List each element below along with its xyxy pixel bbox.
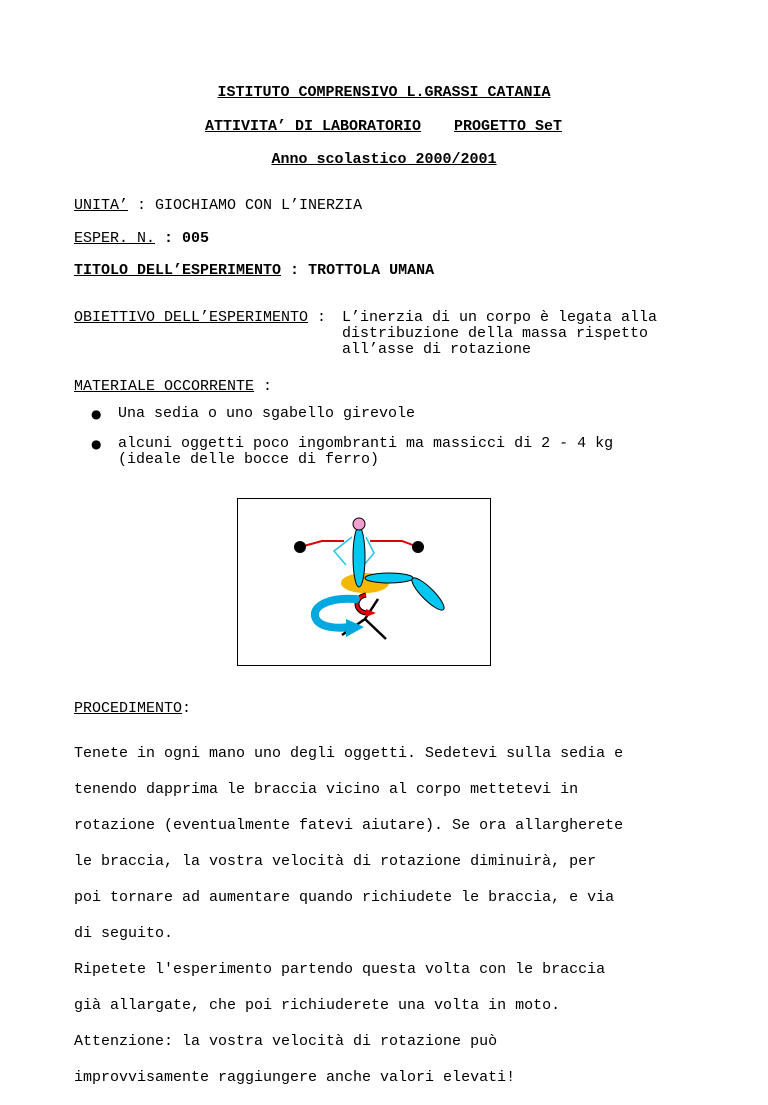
esper-label: ESPER. N. [74,230,156,247]
procedure-line: già allargate, che poi richiuderete una volta in moto. [74,997,561,1014]
school-year: Anno scolastico 2000/2001 [271,151,497,168]
material-item-1: Una sedia o uno sgabello girevole [118,405,416,422]
procedure-line: improvvisamente raggiungere anche valori elevati! [74,1069,516,1086]
bullet-icon: ● [91,437,102,451]
unit-label: UNITA’ [74,197,129,214]
left-arm [300,541,344,547]
procedure-line: Tenete in ogni mano uno degli oggetti. Sedetevi sulla sedia e [74,745,624,762]
procedure-line: poi tornare ad aumentare quando richiudete le braccia, e via [74,889,615,906]
objective-row [74,309,335,326]
procedure-separator: : [182,700,192,717]
thigh [365,573,413,583]
material-item-2-line-1: alcuni oggetti poco ingombranti ma massicci di 2 - 4 kg [118,435,614,452]
procedure-line: di seguito. [74,925,174,942]
lower-leg [408,574,448,614]
procedure-line: rotazione (eventualmente fatevi aiutare). Se ora allargherete [74,817,624,834]
head [353,518,365,530]
materials-separator: : [254,378,273,395]
objective-label: OBIETTIVO DELL’ESPERIMENTO [74,309,309,326]
procedure-line: tenendo dapprima le braccia vicino al corpo mettetevi in [74,781,579,798]
experiment-title-label: TITOLO DELL’ESPERIMENTO [74,262,282,279]
project-title: PROGETTO SeT [454,118,563,135]
right-weight [412,541,424,553]
unit-separator: : [128,197,156,214]
procedure-line: Attenzione: la vostra velocità di rotazione può [74,1033,498,1050]
procedure-row [74,700,191,717]
left-weight [294,541,306,553]
human-spinning-top-figure [237,498,491,666]
esper-separator: : [155,230,183,247]
procedure-label: PROCEDIMENTO [74,700,183,717]
unit-value: GIOCHIAMO CON L’INERZIA [155,197,363,214]
experiment-title-row [74,262,434,279]
objective-line-2: distribuzione della massa rispetto [342,325,649,342]
materials-row [74,378,272,395]
spinning-person-illustration [238,499,490,665]
procedure-line: Ripetete l'esperimento partendo questa volta con le braccia [74,961,606,978]
esper-value: 005 [182,230,210,247]
procedure-line: le braccia, la vostra velocità di rotazione diminuirà, per [74,853,597,870]
objective-line-3: all’asse di rotazione [342,341,532,358]
body [353,527,365,587]
material-item-2-line-2: (ideale delle bocce di ferro) [118,451,380,468]
experiment-title-value: TROTTOLA UMANA [308,262,435,279]
bullet-icon: ● [91,407,102,421]
unit-row [74,197,362,214]
activity-title: ATTIVITA’ DI LABORATORIO [205,118,422,135]
esper-row [74,230,209,247]
school-name: ISTITUTO COMPRENSIVO L.GRASSI CATANIA [217,84,551,101]
objective-line-1: L’inerzia di un corpo è legata alla [342,309,658,326]
objective-separator: : [308,309,336,326]
right-arm [370,541,418,547]
procedure-text [74,727,714,1105]
materials-label: MATERIALE OCCORRENTE [74,378,255,395]
chair-leg [365,619,386,639]
experiment-title-separator: : [281,262,309,279]
